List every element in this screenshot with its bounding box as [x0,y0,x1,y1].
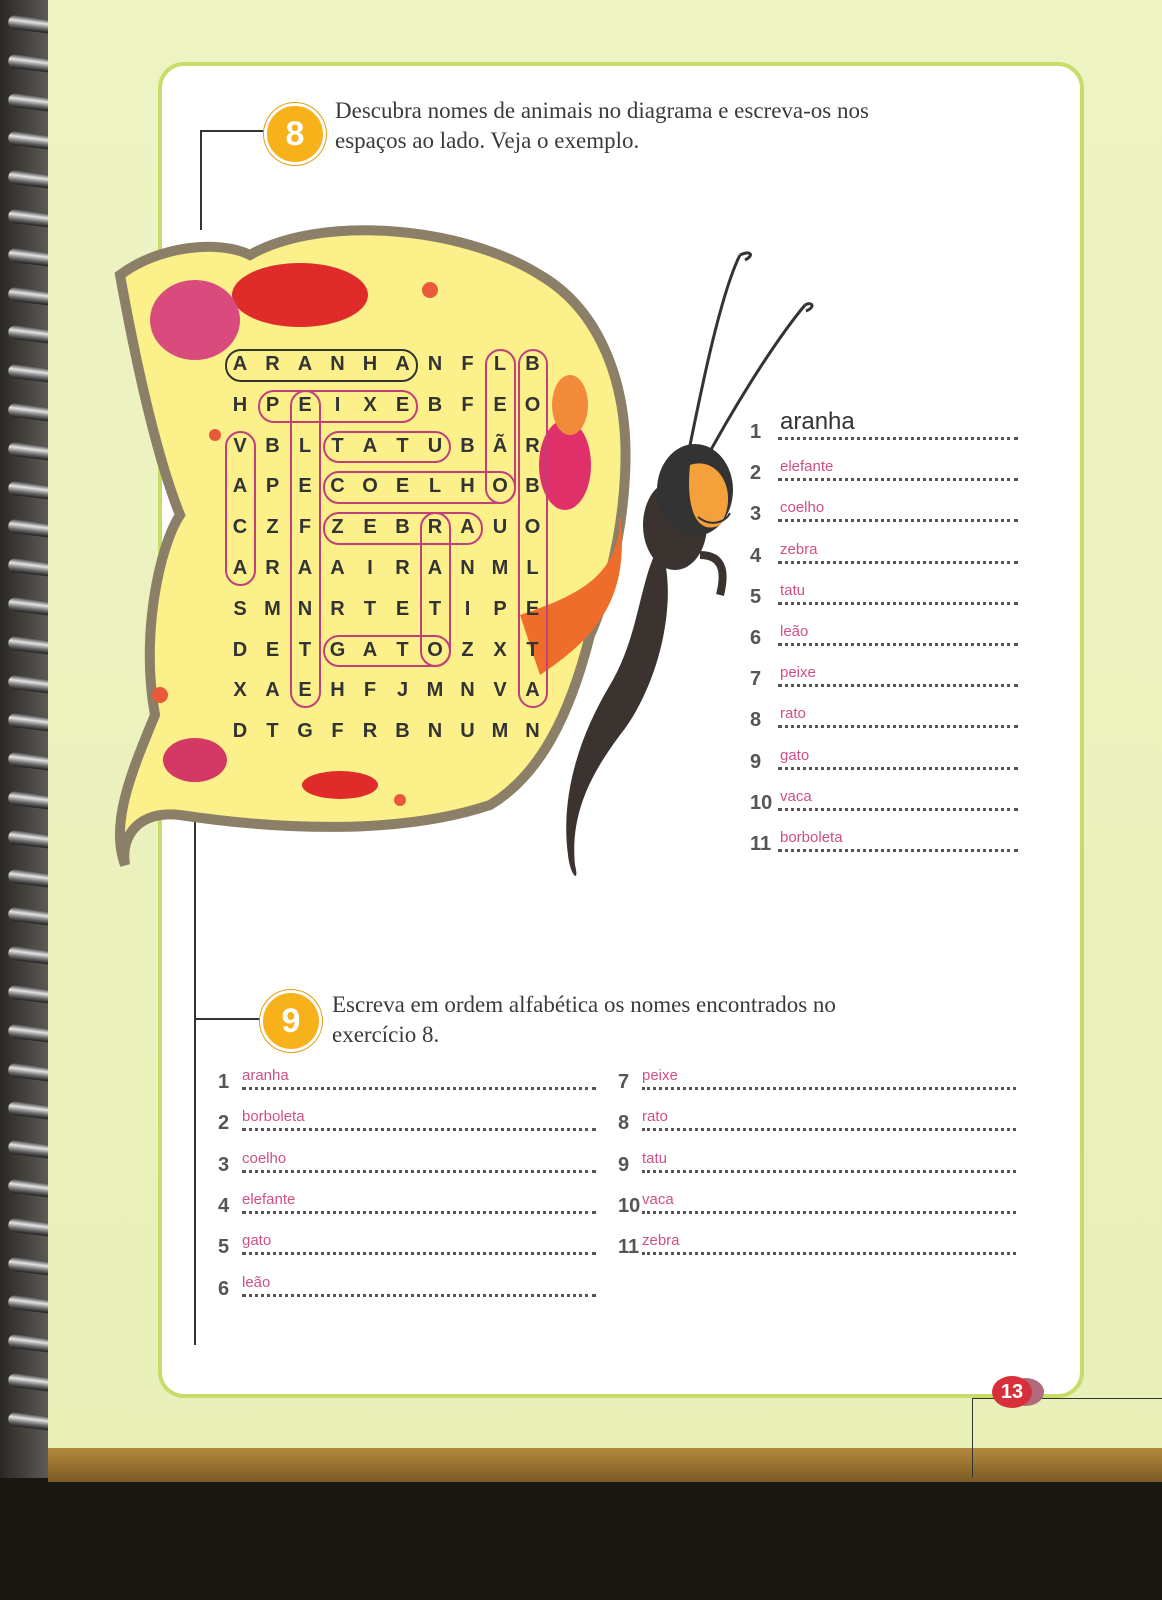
grid-letter: A [232,353,248,375]
dotted-line [778,643,1018,646]
answer-line [218,1227,598,1261]
answer-text: zebra [642,1232,680,1250]
dotted-line [778,437,1018,440]
grid-letter: O [427,638,443,661]
grid-letter: D [232,720,248,743]
exercise-8-instruction: Descubra nomes de animais no diagrama e escreva-os nos espaços ao lado. Veja o exemplo. [335,98,869,153]
grid-letter: M [491,720,509,743]
grid-letter: N [427,353,443,375]
grid-letter: A [330,557,345,579]
grid-letter: A [297,353,313,375]
grid-letter: B [525,353,540,375]
answer-line [750,700,1020,734]
word-circle [258,390,419,423]
answer-line [750,742,1020,776]
answer-number: 3 [750,503,762,526]
grid-letter: B [427,393,443,416]
answer-line [218,1103,598,1137]
grid-letter: A [362,434,378,457]
answer-number: 4 [750,544,762,567]
answer-number: 8 [750,709,762,732]
grid-letter: B [395,516,410,539]
word-circle [290,390,321,708]
answer-number: 4 [218,1194,230,1217]
grid-letter: Z [266,516,279,539]
grid-letter: R [395,557,410,579]
grid-letter: I [367,557,373,579]
grid-letter: E [298,393,312,416]
dotted-line [778,519,1018,522]
answer-number: 9 [618,1153,630,1176]
grid-letter: T [396,638,409,661]
grid-letter: E [363,516,377,539]
grid-letter: O [362,475,378,498]
grid-letter: O [492,475,508,498]
grid-letter: U [492,516,508,539]
answer-number: 6 [218,1277,230,1300]
grid-letter: T [331,434,344,457]
answer-line [750,408,1020,446]
answer-line [750,783,1020,817]
grid-letter: R [427,516,443,539]
answer-text: borboleta [242,1108,305,1126]
dotted-line [778,561,1018,564]
answer-text: peixe [780,664,816,682]
dotted-line [778,725,1018,728]
answer-line [750,536,1020,570]
answer-text: tatu [780,581,806,599]
grid-letter: H [460,475,475,498]
grid-letter: E [265,638,280,661]
answer-text: elefante [242,1190,296,1208]
dotted-line [242,1170,596,1173]
word-circle [225,431,256,586]
grid-letter: Z [331,516,344,539]
dotted-line [642,1211,1016,1214]
dotted-line [642,1170,1016,1173]
grid-letter: O [524,516,541,539]
dotted-line [778,478,1018,481]
answer-line [750,577,1020,611]
grid-letter: B [525,475,540,498]
grid-letter: O [524,393,541,416]
grid-letter: D [232,638,248,661]
answer-line [618,1145,1018,1179]
grid-letter: L [526,557,539,579]
answer-number: 8 [618,1112,630,1135]
dotted-line [778,602,1018,605]
grid-letter: J [396,679,409,702]
grid-letter: E [395,393,410,416]
grid-letter: Ã [492,434,508,457]
grid-letter: F [461,393,474,416]
grid-letter: X [493,638,507,661]
grid-letter: R [330,597,345,620]
answer-number: 7 [750,668,762,691]
grid-letter: M [491,557,509,579]
grid-letter: B [395,720,410,743]
grid-letter: C [330,475,345,498]
grid-letter: P [265,393,280,416]
answer-line [618,1227,1018,1261]
answer-text: vaca [642,1190,674,1208]
grid-letter: N [525,720,540,743]
answer-number: 9 [750,750,762,773]
grid-letter: A [395,353,410,375]
grid-letter: G [329,638,346,661]
answer-line [218,1269,598,1303]
answer-number: 5 [218,1236,230,1259]
grid-letter: E [298,679,312,702]
dotted-line [778,808,1018,811]
grid-letter: R [265,557,280,579]
answer-line [618,1062,1018,1096]
grid-letter: R [265,353,280,375]
answer-text: elefante [780,458,834,476]
bracket-line [194,1018,262,1020]
grid-letter: N [460,557,475,579]
grid-letter: X [363,393,377,416]
grid-letter: A [297,557,313,579]
answer-line [218,1186,598,1220]
grid-letter: L [428,475,442,498]
exercise-9-instruction: Escreva em ordem alfabética os nomes encontrados no exercício 8. [332,992,836,1047]
grid-letter: G [297,720,313,743]
answer-line [750,824,1020,858]
grid-letter: A [460,516,475,539]
answer-text: borboleta [780,829,843,846]
answer-number: 6 [750,627,762,649]
word-circle [323,512,484,545]
answer-number: 2 [218,1112,230,1135]
grid-letter: R [362,720,378,743]
grid-letter: F [363,679,377,702]
grid-letter: T [428,597,442,620]
grid-letter: X [233,679,247,702]
grid-letter: H [330,679,345,702]
answer-text: gato [780,746,810,764]
answer-line [218,1145,598,1179]
word-circle [485,349,516,504]
grid-letter: E [298,475,312,498]
dotted-line [642,1087,1016,1090]
dotted-line [242,1211,596,1214]
answer-text: vaca [780,787,812,805]
grid-letter: F [331,720,344,743]
grid-letter: A [427,557,443,579]
grid-letter: T [526,638,539,661]
dotted-line [642,1128,1016,1131]
answer-number: 1 [218,1071,230,1093]
answer-number: 11 [618,1236,640,1259]
grid-letter: V [233,434,247,457]
word-circle [225,349,418,382]
grid-letter: A [232,557,248,579]
grid-letter: P [493,597,507,620]
answer-text: coelho [780,499,825,517]
exercise-8-badge: 8 [264,103,326,165]
dotted-line [242,1294,596,1297]
bracket-line [200,130,266,132]
dotted-line [242,1128,596,1131]
grid-letter: T [396,434,409,457]
answer-line [618,1103,1018,1137]
page-number: 13 [992,1376,1032,1408]
grid-letter: N [460,679,475,702]
answer-text: coelho [242,1149,287,1167]
grid-letter: T [266,720,279,743]
word-circle [420,512,451,667]
grid-letter: T [298,638,312,661]
grid-letter: U [427,434,443,457]
grid-letter: E [493,393,507,416]
grid-letter: V [493,679,507,702]
dotted-line [778,849,1018,852]
grid-letter: A [265,679,280,702]
grid-letter: M [426,679,444,702]
grid-letter: L [493,353,507,375]
grid-letter: R [525,434,540,457]
grid-letter: A [525,679,540,702]
word-circle [323,431,451,464]
answer-line [750,618,1020,652]
grid-letter: E [395,475,410,498]
dotted-line [242,1087,596,1090]
grid-letter: P [265,475,280,498]
answer-text: zebra [780,540,818,558]
answer-number: 2 [750,462,762,485]
grid-letter: C [232,516,248,539]
dotted-line [778,684,1018,687]
answer-line [750,494,1020,528]
answer-text: aranha [242,1067,289,1084]
answer-text: peixe [642,1067,678,1084]
answer-number: 7 [618,1071,630,1093]
grid-letter: S [233,597,247,620]
grid-letter: F [298,516,312,539]
answer-line [750,659,1020,693]
answer-text: tatu [642,1149,668,1167]
word-circle [518,349,549,708]
answer-line [618,1186,1018,1220]
grid-letter: E [525,597,540,620]
answer-text: gato [242,1232,272,1250]
answer-number: 10 [618,1194,641,1217]
answer-text: rato [780,705,806,723]
dotted-line [242,1252,596,1255]
grid-letter: T [363,597,377,620]
grid-letter: I [334,393,341,416]
grid-letter: L [298,434,312,457]
answer-text: rato [642,1108,668,1126]
grid-letter: B [265,434,280,457]
grid-letter: Z [461,638,474,661]
answer-number: 1 [750,421,762,443]
grid-letter: A [362,638,378,661]
grid-letter: H [362,353,378,375]
dotted-line [778,767,1018,770]
answer-line [218,1062,598,1096]
exercise-9-badge: 9 [260,990,322,1052]
grid-letter: A [232,475,248,498]
answer-number: 5 [750,585,762,608]
answer-text: leão [780,623,809,640]
grid-letter: I [464,597,471,620]
page-corner-box [972,1398,1162,1477]
grid-letter: H [232,393,248,416]
grid-letter: U [460,720,475,743]
answer-text: leão [242,1273,271,1291]
grid-letter: E [395,597,410,620]
answer-line [750,453,1020,487]
answer-number: 3 [218,1153,230,1176]
grid-letter: M [264,597,281,620]
grid-letter: F [461,353,474,375]
grid-letter: N [330,353,345,375]
grid-letter: B [460,434,475,457]
grid-letter: N [427,720,443,743]
answer-number: 11 [750,833,772,855]
dotted-line [642,1252,1016,1255]
answer-number: 10 [750,791,773,814]
answer-text: aranha [780,408,855,435]
grid-letter: N [297,597,313,620]
